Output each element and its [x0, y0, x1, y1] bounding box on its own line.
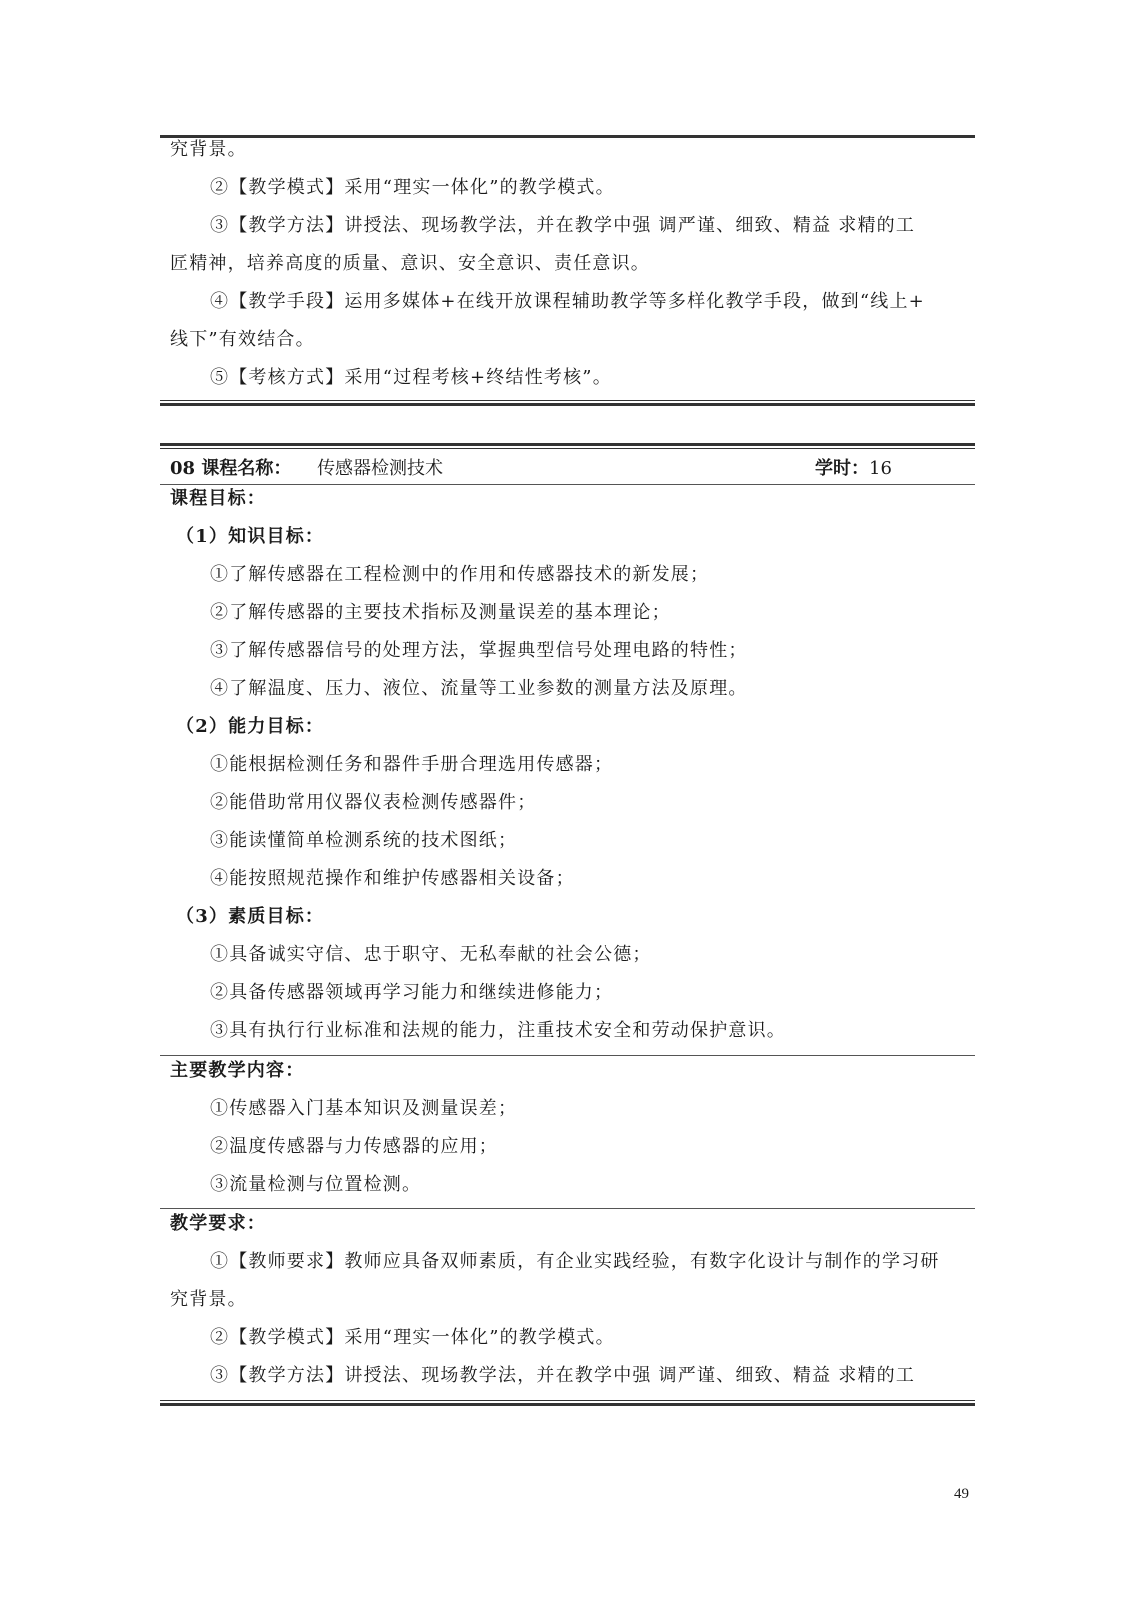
- course-table-top-border-inner: [160, 448, 975, 449]
- teaching-mode-text: 采用“理实一体化”的教学模式。: [344, 177, 615, 198]
- teaching-method-label-2: ③【教学方法】: [210, 1365, 345, 1386]
- list-item: ①了解传感器在工程检测中的作用和传感器技术的新发展；: [210, 564, 710, 585]
- requirements-heading: 教学要求：: [170, 1213, 266, 1234]
- list-item: ③了解传感器信号的处理方法，掌握典型信号处理电路的特性；: [210, 640, 748, 661]
- assessment-text: 采用“过程考核+终结性考核”。: [344, 367, 612, 388]
- table-bottom-border-b: [160, 403, 975, 406]
- list-item: ③能读懂简单检测系统的技术图纸；: [210, 830, 518, 851]
- content-heading: 主要教学内容：: [170, 1060, 305, 1081]
- hours-value: 16: [869, 458, 892, 479]
- content-divider: [160, 1208, 975, 1209]
- knowledge-title: （1）知识目标：: [176, 526, 325, 547]
- list-item: ④了解温度、压力、液位、流量等工业参数的测量方法及原理。: [210, 678, 748, 699]
- course-table-top-border: [160, 443, 975, 446]
- teaching-means-label: ④【教学手段】: [210, 291, 345, 312]
- teaching-method-line: [210, 215, 915, 237]
- table-bottom-border-a: [160, 400, 975, 401]
- assessment-line: [210, 367, 612, 389]
- list-item: ③流量检测与位置检测。: [210, 1174, 422, 1195]
- assessment-label: ⑤【考核方式】: [210, 367, 345, 388]
- course-header-divider: [160, 484, 975, 485]
- teacher-requirement-cont: 究背景。: [170, 1289, 247, 1310]
- teaching-method-line-2: [210, 1365, 915, 1387]
- teaching-means-line: [210, 291, 925, 313]
- list-item: ②温度传感器与力传感器的应用；: [210, 1136, 498, 1157]
- list-item: ②能借助常用仪器仪表检测传感器件；: [210, 792, 537, 813]
- teaching-mode-text-2: 采用“理实一体化”的教学模式。: [344, 1327, 615, 1348]
- course-hours: [815, 458, 892, 480]
- course-header: [170, 458, 975, 480]
- continued-line: 究背景。: [170, 139, 247, 160]
- teacher-requirement-label: ①【教师要求】: [210, 1251, 345, 1272]
- table-top-border: [160, 135, 975, 138]
- course-table-bottom-border-a: [160, 1400, 975, 1401]
- list-item: ②了解传感器的主要技术指标及测量误差的基本理论；: [210, 602, 671, 623]
- ability-title: （2）能力目标：: [176, 716, 325, 737]
- teaching-mode-line: [210, 177, 615, 199]
- teacher-requirement-line: [210, 1251, 940, 1273]
- list-item: ②具备传感器领域再学习能力和继续进修能力；: [210, 982, 614, 1003]
- course-number-label: 08 课程名称：: [170, 458, 292, 479]
- teaching-mode-line-2: [210, 1327, 615, 1349]
- teaching-mode-label-2: ②【教学模式】: [210, 1327, 345, 1348]
- objectives-heading: 课程目标：: [170, 488, 266, 509]
- teaching-means-text: 运用多媒体+在线开放课程辅助教学等多样化教学手段，做到“线上+: [344, 291, 925, 312]
- page-number: 49: [954, 1486, 969, 1502]
- teaching-method-text: 讲授法、现场教学法，并在教学中强 调严谨、细致、精益 求精的工: [344, 215, 916, 236]
- teaching-method-label: ③【教学方法】: [210, 215, 345, 236]
- course-table-bottom-border-b: [160, 1403, 975, 1406]
- teaching-method-text-2: 讲授法、现场教学法，并在教学中强 调严谨、细致、精益 求精的工: [344, 1365, 916, 1386]
- list-item: ①能根据检测任务和器件手册合理选用传感器；: [210, 754, 614, 775]
- hours-label: 学时：: [815, 458, 869, 479]
- objectives-divider: [160, 1055, 975, 1056]
- teaching-means-cont: 线下”有效结合。: [170, 329, 315, 350]
- list-item: ③具有执行行业标准和法规的能力，注重技术安全和劳动保护意识。: [210, 1020, 786, 1041]
- teacher-requirement-text: 教师应具备双师素质，有企业实践经验，有数字化设计与制作的学习研: [344, 1251, 940, 1272]
- list-item: ④能按照规范操作和维护传感器相关设备；: [210, 868, 575, 889]
- list-item: ①传感器入门基本知识及测量误差；: [210, 1098, 518, 1119]
- teaching-mode-label: ②【教学模式】: [210, 177, 345, 198]
- course-name: 传感器检测技术: [317, 458, 444, 479]
- teaching-method-cont: 匠精神，培养高度的质量、意识、安全意识、责任意识。: [170, 253, 650, 274]
- list-item: ①具备诚实守信、忠于职守、无私奉献的社会公德；: [210, 944, 652, 965]
- quality-title: （3）素质目标：: [176, 906, 325, 927]
